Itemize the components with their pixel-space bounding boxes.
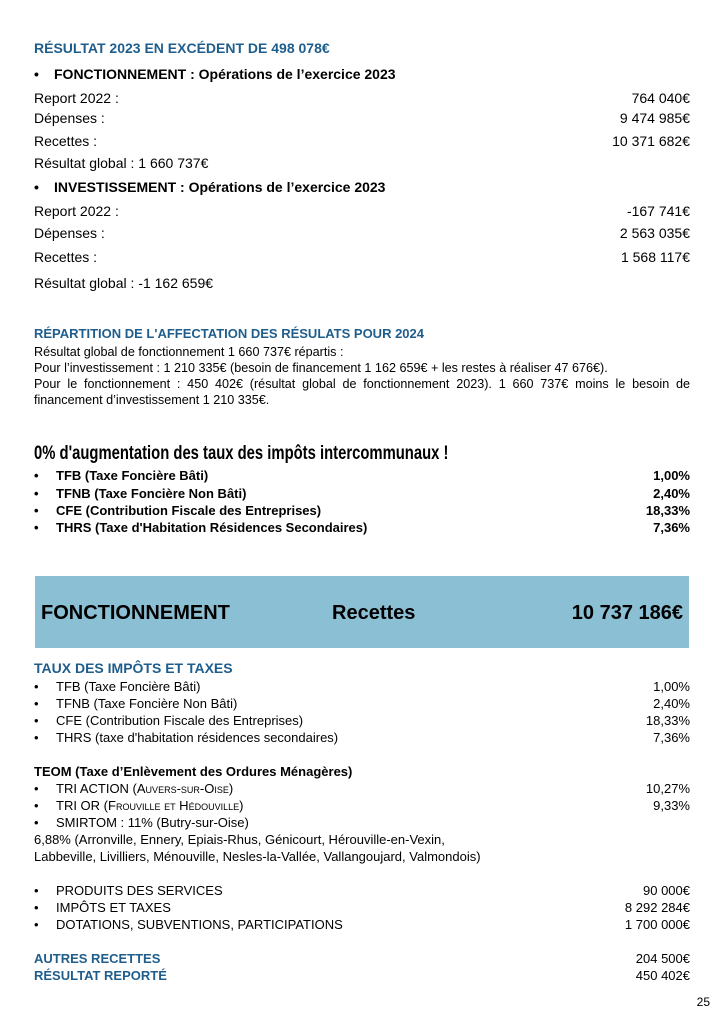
teom-item xyxy=(34,815,690,830)
item-label: SMIRTOM : 11% (Butry-sur-Oise) xyxy=(56,815,249,830)
teom-heading: TEOM (Taxe d’Enlèvement des Ordures Ménagères) xyxy=(34,764,353,779)
row-label: Dépenses : xyxy=(34,110,105,126)
item-label: CFE (Contribution Fiscale des Entreprises) xyxy=(56,503,322,518)
bullet: • xyxy=(34,503,39,518)
item-commune: Frouville et Hédouville xyxy=(108,798,240,813)
row-value: 9 474 985€ xyxy=(619,110,690,126)
item-label: TRI ACTION ( xyxy=(56,781,137,796)
produits-item xyxy=(34,883,690,898)
item-label: CFE (Contribution Fiscale des Entreprises) xyxy=(56,713,304,728)
autres-recettes-label: AUTRES RECETTES xyxy=(34,951,161,966)
fonctionnement-banner xyxy=(35,576,689,648)
resultat-reporte-label: RÉSULTAT REPORTÉ xyxy=(34,968,167,983)
item-value: 18,33% xyxy=(645,503,690,518)
item-value: 9,33% xyxy=(653,798,690,813)
invest-row-report xyxy=(34,203,690,219)
bullet: • xyxy=(34,917,39,932)
taux-impots-item xyxy=(34,713,690,728)
item-label: TFNB (Taxe Foncière Non Bâti) xyxy=(56,486,247,501)
bullet: • xyxy=(34,781,39,796)
row-label: Report 2022 : xyxy=(34,203,119,219)
resultat-reporte-row xyxy=(34,968,690,983)
page-number: 25 xyxy=(696,995,710,1009)
banner-middle: Recettes xyxy=(332,602,416,624)
repartition-line-1: Résultat global de fonctionnement 1 660 737€ répartis : xyxy=(34,345,344,359)
taux-inter-item xyxy=(34,468,690,483)
invest-row-depenses xyxy=(34,225,690,241)
item-value: 7,36% xyxy=(653,730,690,745)
fonct-row-report xyxy=(34,90,690,106)
bullet: • xyxy=(34,468,39,483)
item-value: 18,33% xyxy=(645,713,690,728)
bullet: • xyxy=(34,520,39,535)
bullet: • xyxy=(34,713,39,728)
bullet: • xyxy=(34,730,39,745)
bullet: • xyxy=(34,679,39,694)
repartition-line-3: Pour le fonctionnement : 450 402€ (résultat global de fonctionnement 2023). 1 660 737€ moins le besoin de financement d’investissement 1 210 335€. xyxy=(34,377,690,407)
item-label: TFB (Taxe Foncière Bâti) xyxy=(56,679,201,694)
row-value: 1 568 117€ xyxy=(620,249,690,265)
taux-inter-item xyxy=(34,486,690,501)
invest-row-recettes xyxy=(34,249,690,265)
item-commune: Auvers-sur-Oise xyxy=(136,781,229,796)
teom-note-line-2: Labbeville, Livilliers, Ménouville, Nesles-la-Vallée, Vallangoujard, Valmondois) xyxy=(34,849,481,864)
row-label: Dépenses : xyxy=(34,225,105,241)
item-value: 10,27% xyxy=(645,781,690,796)
global-result: Résultat global : 1 660 737€ xyxy=(34,155,209,171)
global-result: Résultat global : -1 162 659€ xyxy=(34,275,214,291)
taux-inter-item xyxy=(34,520,690,535)
fonct-row-depenses xyxy=(34,110,690,126)
bullet: • xyxy=(34,798,39,813)
item-value: 1,00% xyxy=(653,468,690,483)
item-label: TRI OR ( xyxy=(56,798,108,813)
item-tail: ) xyxy=(228,781,234,796)
taux-impots-item xyxy=(34,679,690,694)
taux-inter-item xyxy=(34,503,690,518)
investissement-heading xyxy=(34,179,385,195)
teom-item xyxy=(34,781,690,796)
banner-left: FONCTIONNEMENT xyxy=(41,602,230,624)
taux-impots-item xyxy=(34,730,690,745)
item-label: THRS (Taxe d'Habitation Résidences Secondaires) xyxy=(56,520,368,535)
bullet: • xyxy=(34,900,39,915)
item-value: 1,00% xyxy=(653,679,690,694)
row-label: Recettes : xyxy=(34,249,98,265)
bullet: • xyxy=(34,883,39,898)
bullet: • xyxy=(34,815,39,830)
taux-inter-heading: 0% d'augmentation des taux des impôts intercommunaux ! xyxy=(34,443,449,464)
row-value: 2 563 035€ xyxy=(619,225,690,241)
taux-impots-item xyxy=(34,696,690,711)
invest-global xyxy=(34,275,690,291)
autres-recettes-value: 204 500€ xyxy=(635,951,690,966)
banner-right: 10 737 186€ xyxy=(571,602,683,624)
item-value: 2,40% xyxy=(653,486,690,501)
bullet: • xyxy=(34,696,39,711)
produits-item xyxy=(34,900,690,915)
result-heading: RÉSULTAT 2023 EN EXCÉDENT DE 498 078€ xyxy=(34,40,330,56)
taux-impots-heading: TAUX DES IMPÔTS ET TAXES xyxy=(34,660,233,676)
produits-item xyxy=(34,917,690,932)
item-label: TFNB (Taxe Foncière Non Bâti) xyxy=(56,696,238,711)
fonctionnement-heading xyxy=(34,66,396,82)
item-label: THRS (taxe d'habitation résidences secondaires) xyxy=(56,730,339,745)
row-value: -167 741€ xyxy=(626,203,690,219)
row-value: 10 371 682€ xyxy=(612,133,690,149)
resultat-reporte-value: 450 402€ xyxy=(635,968,690,983)
investissement-heading-text: INVESTISSEMENT : Opérations de l’exercice 2023 xyxy=(54,179,386,195)
item-value: 90 000€ xyxy=(643,883,690,898)
repartition-line-2: Pour l’investissement : 1 210 335€ (besoin de financement 1 162 659€ + les restes à réaliser 47 676€). xyxy=(34,361,608,375)
row-label: Report 2022 : xyxy=(34,90,119,106)
fonctionnement-heading-text: FONCTIONNEMENT : Opérations de l’exercice 2023 xyxy=(54,66,396,82)
row-label: Recettes : xyxy=(34,133,98,149)
fonct-row-recettes xyxy=(34,133,690,149)
row-value: 764 040€ xyxy=(631,90,690,106)
teom-item xyxy=(34,798,690,813)
item-tail: ) xyxy=(239,798,244,813)
bullet: • xyxy=(34,66,39,82)
bullet: • xyxy=(34,179,39,195)
item-label: PRODUITS DES SERVICES xyxy=(56,883,223,898)
bullet: • xyxy=(34,486,39,501)
item-value: 7,36% xyxy=(653,520,690,535)
item-value: 1 700 000€ xyxy=(624,917,690,932)
teom-note-line-1: 6,88% (Arronville, Ennery, Epiais-Rhus, Génicourt, Hérouville-en-Vexin, xyxy=(34,832,445,847)
fonct-global xyxy=(34,155,690,171)
item-label: TFB (Taxe Foncière Bâti) xyxy=(56,468,209,483)
item-label: DOTATIONS, SUBVENTIONS, PARTICIPATIONS xyxy=(56,917,343,932)
item-label: IMPÔTS ET TAXES xyxy=(56,900,171,915)
autres-recettes-row xyxy=(34,951,690,966)
repartition-heading: RÉPARTITION DE L'AFFECTATION DES RÉSULATS POUR 2024 xyxy=(34,326,424,341)
item-value: 2,40% xyxy=(653,696,690,711)
item-value: 8 292 284€ xyxy=(624,900,690,915)
